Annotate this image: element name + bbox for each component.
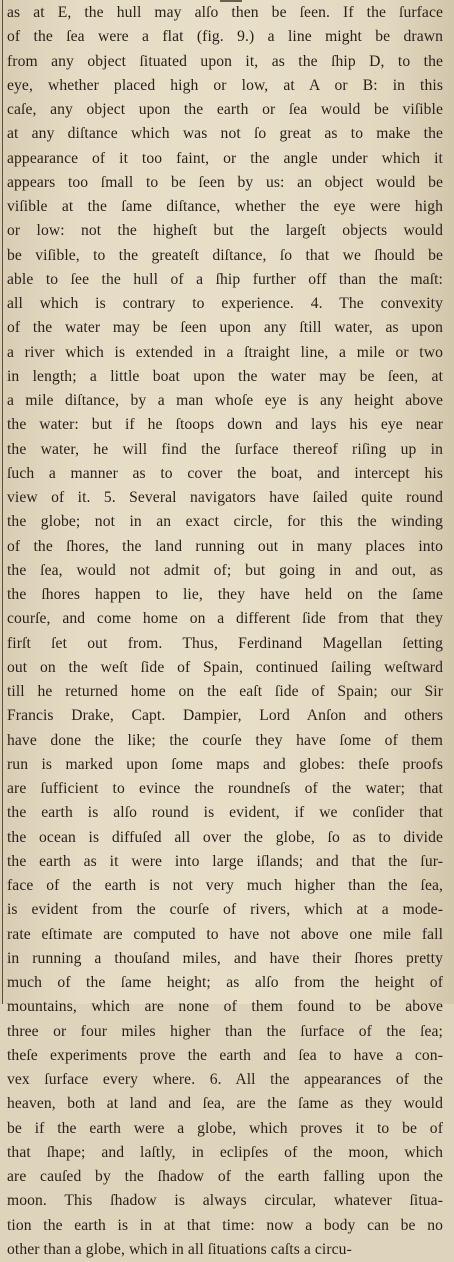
text-line: ſuch a manner as to cover the boat, and intercept his	[7, 464, 443, 482]
text-line: the ſea, would not admit of; but going in and out, as	[7, 561, 443, 579]
text-line: viſible at the ſame diſtance, whether the eye were high	[7, 198, 443, 215]
text-line: courſe, and come home on a different ſide from that they	[7, 610, 443, 628]
text-line: are cauſed by the ſhadow of the earth falling upon the	[7, 1168, 443, 1185]
text-line: view of it. 5. Several navigators have ſailed quite round	[7, 489, 443, 506]
text-line: appears too ſmall to be ſeen by us: an object would be	[7, 173, 443, 191]
text-line: able to ſee the hull of a ſhip further off than the maſt:	[7, 270, 443, 288]
text-line: the earth is alſo round is evident, if we conſider that	[7, 804, 443, 822]
text-line: heaven, both at land and ſea, are the ſame as they would	[7, 1095, 443, 1113]
text-line: other than a globe, which in all ſituations caſts a circu-	[7, 1240, 352, 1258]
text-line: or low: not the higheſt but the largeſt objects would	[7, 222, 443, 240]
text-line: face of the earth is not very much higher than the ſea,	[7, 877, 443, 894]
text-line: a mile diſtance, by a man whoſe eye is any height above	[7, 392, 443, 409]
text-line: from any object ſituated upon it, as the ſhip D, to the	[7, 52, 443, 70]
text-line: three or four miles higher than the ſurface of the ſea;	[7, 1022, 443, 1040]
text-line: moon. This ſhadow is always circular, whatever ſitua-	[7, 1192, 443, 1210]
text-line: all which is contrary to experience. 4. The convexity	[7, 295, 443, 312]
text-line: theſe experiments prove the earth and ſea to have a con-	[7, 1046, 443, 1064]
text-line: run is marked upon ſome maps and globes: theſe proofs	[7, 755, 443, 773]
text-line: at any diſtance which was not ſo great as to make the	[7, 125, 443, 143]
text-line: firſt ſet out from. Thus, Ferdinand Magellan ſetting	[7, 634, 443, 652]
text-line: the ſhores happen to lie, they have held on the ſame	[7, 586, 443, 603]
text-line: in running a thouſand miles, and have their ſhores pretty	[7, 949, 443, 967]
text-line: vex ſurface every where. 6. All the appearances of the	[7, 1071, 443, 1088]
text-line: Francis Drake, Capt. Dampier, Lord Anſon and others	[7, 707, 443, 725]
text-line: appearance of it too faint, or the angle under which it	[7, 149, 443, 167]
text-line: out on the weſt ſide of Spain, continued ſailing weſtward	[7, 658, 443, 676]
column-rule	[2, 0, 3, 1004]
text-line: as at E, the hull may alſo then be ſeen. If the ſurface	[7, 4, 443, 21]
text-line: of the ſhores, the land running out in many places into	[7, 537, 443, 555]
text-line: a river which is extended in a ſtraight line, a mile or two	[7, 343, 443, 361]
text-line: eye, whether placed high or low, at A or B: in this	[7, 76, 443, 94]
text-line: caſe, any object upon the earth or ſea would be viſible	[7, 101, 443, 118]
text-line: much of the ſame height; as alſo from the height of	[7, 974, 443, 991]
text-line: be viſible, to the greateſt diſtance, ſo that we ſhould be	[7, 246, 443, 264]
text-line: of the water may be ſeen upon any ſtill water, as upon	[7, 319, 443, 337]
text-line: the globe; not in an exact circle, for this the winding	[7, 513, 443, 531]
text-line: the water: but if he ſtoops down and lays his eye near	[7, 416, 443, 434]
text-line: the ocean is diffuſed all over the globe, ſo as to divide	[7, 828, 443, 846]
text-line: the earth as it were into large iſlands; and that the ſur-	[7, 852, 443, 870]
text-line: the water, he will find the ſurface thereof riſing up in	[7, 440, 443, 458]
body-text	[7, 1, 443, 1262]
text-line: of the ſea were a flat (fig. 9.) a line might be drawn	[7, 28, 443, 46]
text-line: till he returned home on the eaſt ſide of Spain; our Sir	[7, 683, 443, 700]
text-line: in length; a little boat upon the water may be ſeen, at	[7, 367, 443, 385]
text-line: is evident from the courſe of rivers, which at a mode-	[7, 901, 443, 919]
text-line: be if the earth were a globe, which proves it to be of	[7, 1119, 443, 1137]
text-line: have done the like; the courſe they have ſome of them	[7, 731, 443, 749]
text-line: mountains, which are none of them found to be above	[7, 998, 443, 1016]
text-line: that ſhape; and laſtly, in eclipſes of the moon, which	[7, 1143, 443, 1161]
text-line: tion the earth is in at that time: now a body can be no	[7, 1216, 443, 1234]
text-line: rate eſtimate are computed to have not above one mile fall	[7, 925, 443, 943]
text-line: are ſufficient to evince the roundneſs of the water; that	[7, 780, 443, 797]
